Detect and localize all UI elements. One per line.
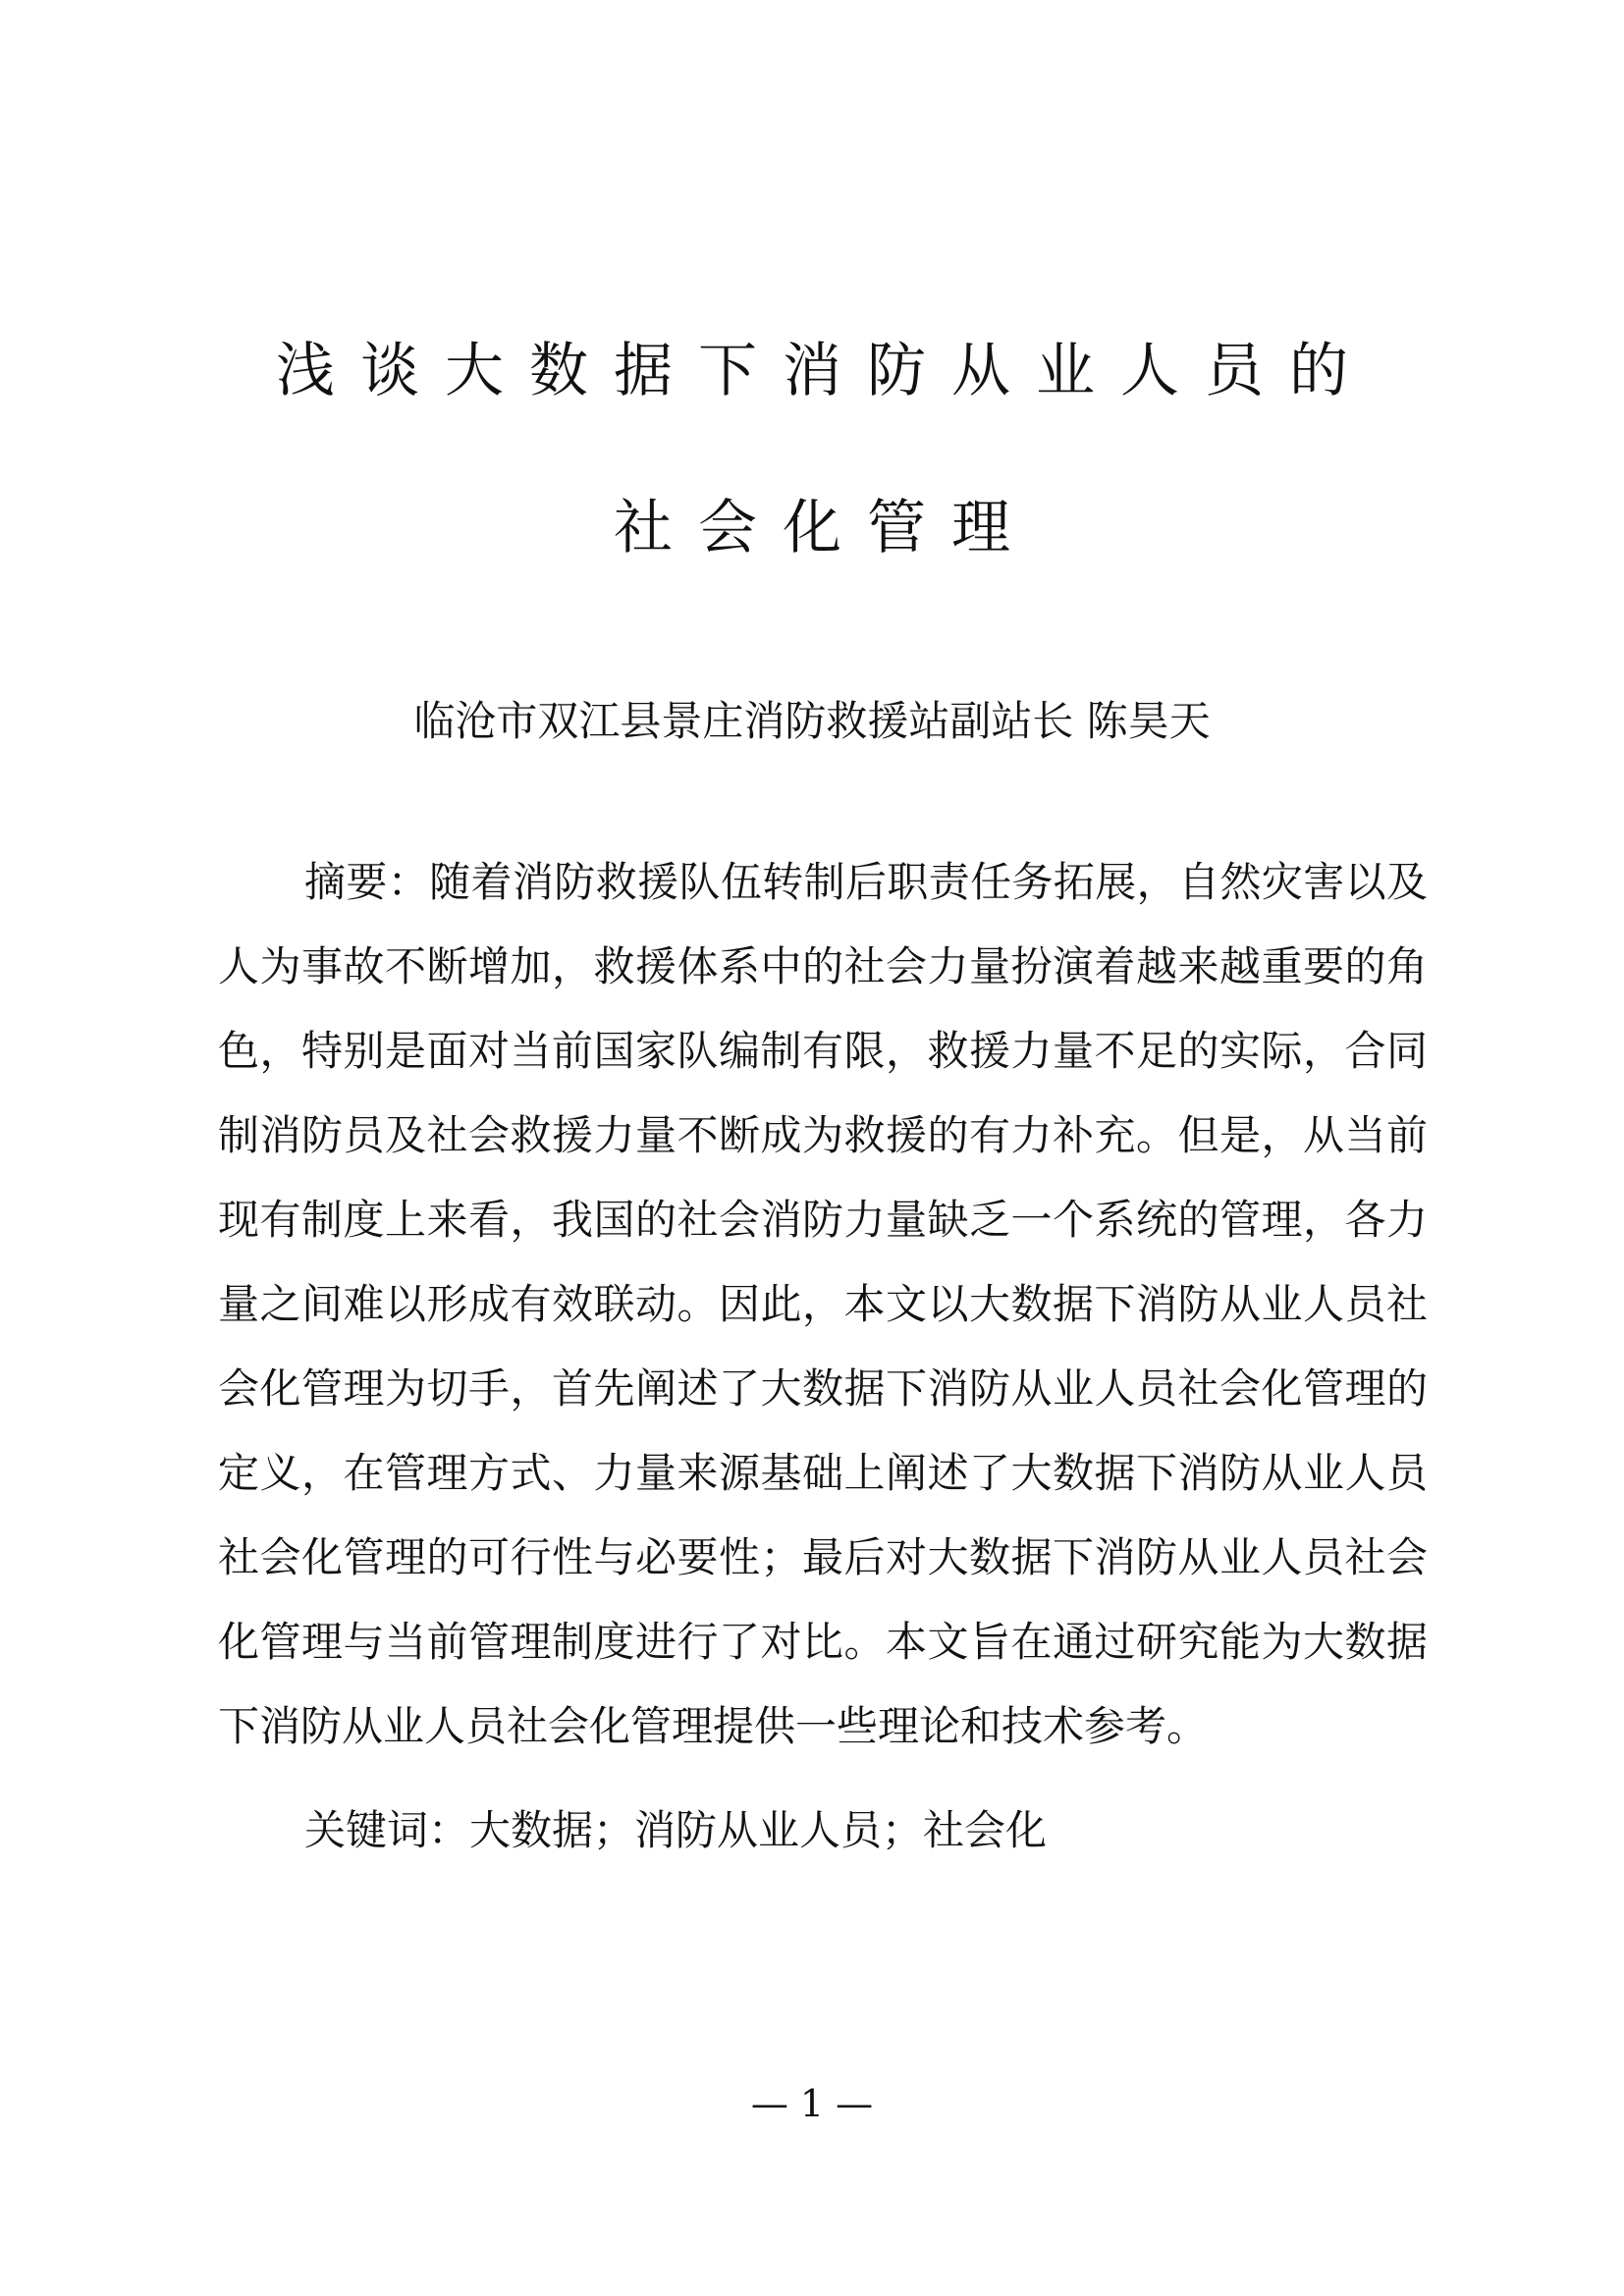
keywords-line: 关键词：大数据；消防从业人员；社会化 (304, 1806, 1048, 1854)
document-title-line-2: 社会化管理 (614, 494, 1036, 562)
page-number: — 1 — (750, 2082, 874, 2125)
abstract-paragraph: 摘要：随着消防救援队伍转制后职责任务拓展，自然灾害以及人为事故不断增加，救援体系中的社会力量扮演着越来越重要的角色，特别是面对当前国家队编制有限，救援力量不足的实际，合同制消防员及社会救援力量不断成为救援的有力补充。但是，从当前现有制度上来看，我国的社会消防力量缺乏一个系统的管理，各力量之间难以形成有效联动。因此，本文以大数据下消防从业人员社会化管理为切手，首先阐述了大数据下消防从业人员社会化管理的定义，在管理方式、力量来源基础上阐述了大数据下消防从业人员社会化管理的可行性与必要性；最后对大数据下消防从业人员社会化管理与当前管理制度进行了对比。本文旨在通过研究能为大数据下消防从业人员社会化管理提供一些理论和技术参考。 (218, 858, 1428, 1750)
document-title-line-1: 浅谈大数据下消防从业人员的 (276, 337, 1374, 405)
author-line: 临沧市双江县景庄消防救援站副站长 陈昊天 (413, 697, 1211, 745)
